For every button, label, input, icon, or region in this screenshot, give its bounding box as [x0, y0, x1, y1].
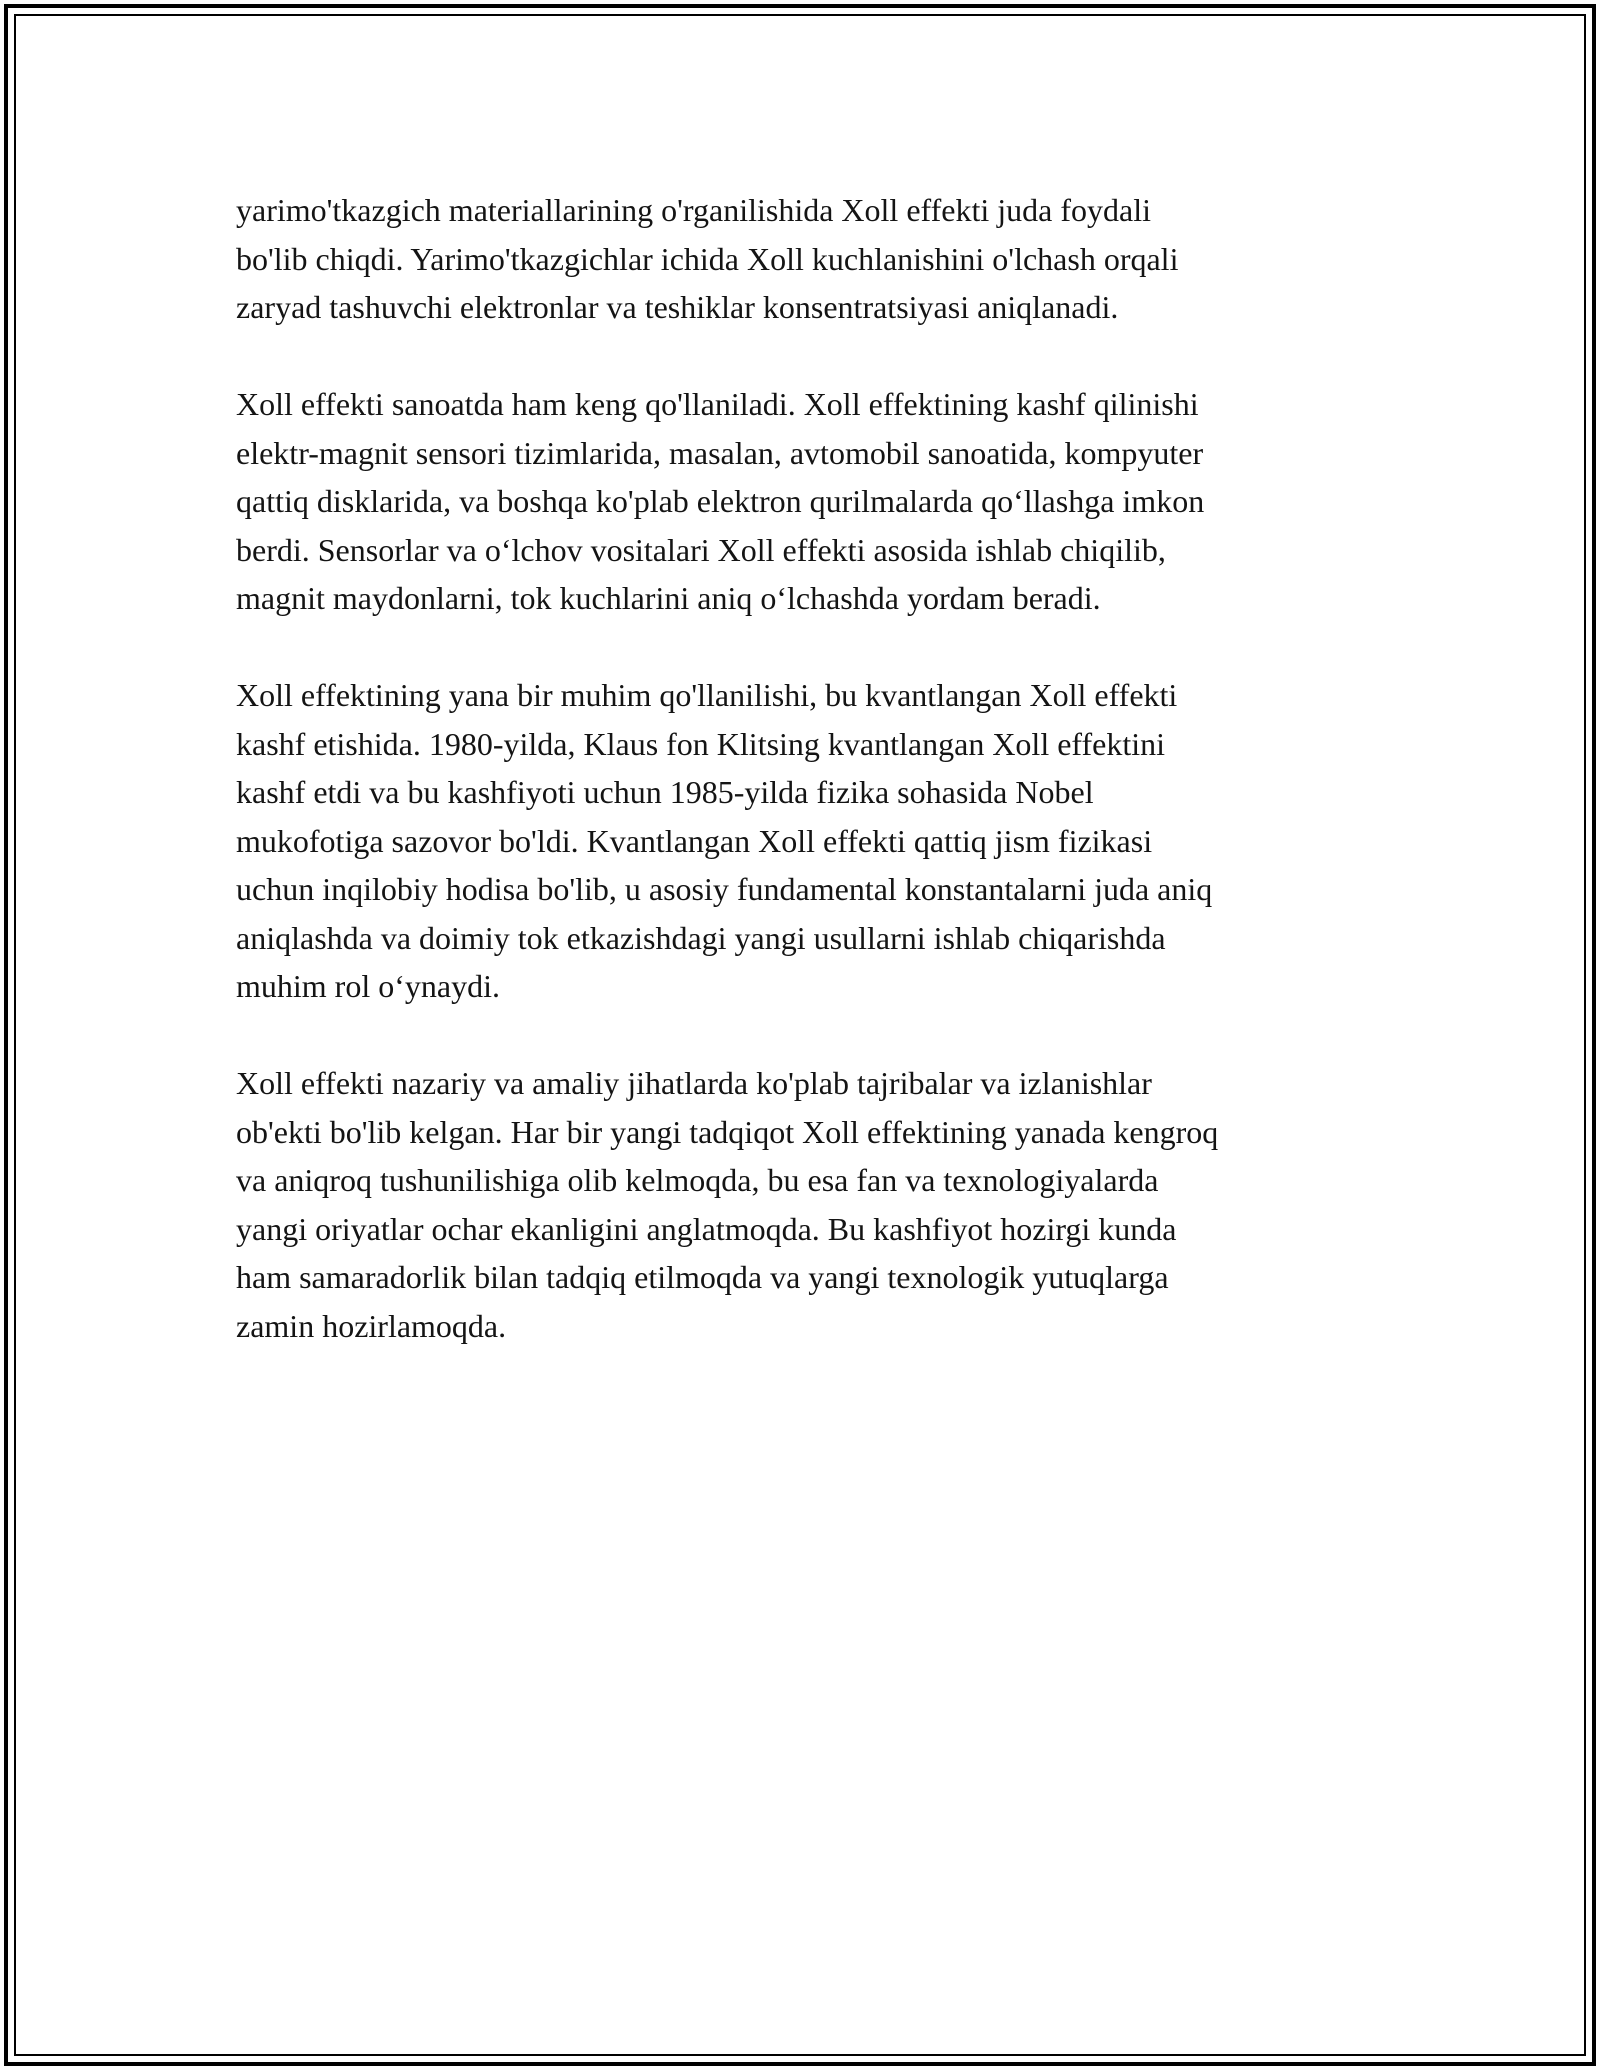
paragraph-1: yarimo'tkazgich materiallarining o'rganilishida Xoll effekti juda foydali bo'lib chiqdi. Yarimo'tkazgichlar ichida Xoll kuchlanishini o'lchash orqali zaryad tashuvchi elektronlar va teshiklar konsentratsiyasi aniqlanadi. [236, 192, 1179, 325]
paragraph-2: Xoll effekti sanoatda ham keng qo'llaniladi. Xoll effektining kashf qilinishi elektr-magnit sensori tizimlarida, masalan, avtomobil sanoatida, kompyuter qattiq disklarida, va boshqa ko'plab elektron qurilmalarda qo‘llashga imkon berdi. Sensorlar va o‘lchov vositalari Xoll effekti asosida ishlab chiqilib, magnit maydonlarni, tok kuchlarini aniq o‘lchashda yordam beradi. [236, 386, 1205, 616]
document-body [236, 186, 1366, 1399]
paragraph-4: Xoll effekti nazariy va amaliy jihatlarda ko'plab tajribalar va izlanishlar ob'ekti bo'lib kelgan. Har bir yangi tadqiqot Xoll effektining yanada kengroq va aniqroq tushunilishiga olib kelmoqda, bu esa fan va texnologiyalarda yangi oriyatlar ochar ekanligini anglatmoqda. Bu kashfiyot hozirgi kunda ham samaradorlik bilan tadqiq etilmoqda va yangi texnologik yutuqlarga zamin hozirlamoqda. [236, 1065, 1219, 1344]
paragraph-3: Xoll effektining yana bir muhim qo'llanilishi, bu kvantlangan Xoll effekti kashf etishida. 1980-yilda, Klaus fon Klitsing kvantlangan Xoll effektini kashf etdi va bu kashfiyoti uchun 1985-yilda fizika sohasida Nobel mukofotiga sazovor bo'ldi. Kvantlangan Xoll effekti qattiq jism fizikasi uchun inqilobiy hodisa bo'lib, u asosiy fundamental konstantalarni juda aniq aniqlashda va doimiy tok etkazishdagi yangi usullarni ishlab chiqarishda muhim rol o‘ynaydi. [236, 677, 1213, 1004]
